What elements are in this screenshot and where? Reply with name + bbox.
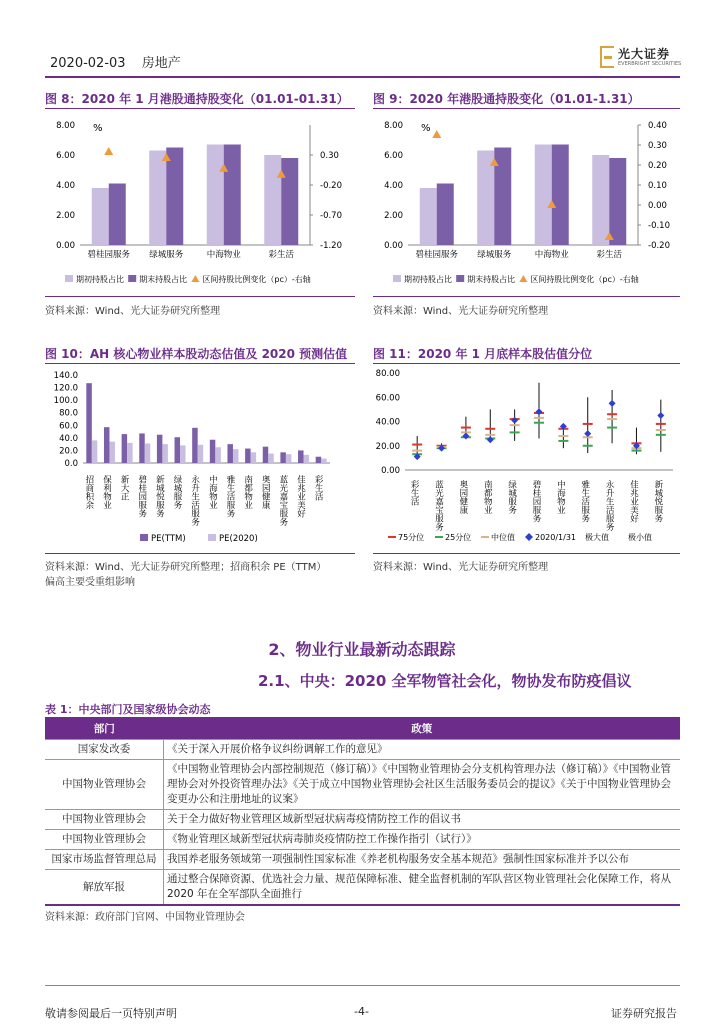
fig9-legend-label: 期初持股占比 [404, 275, 452, 284]
fig11-category-label: 绿城服务 [506, 480, 517, 514]
table-row [45, 760, 680, 810]
fig8-y2tick-label: -1.20 [320, 241, 342, 251]
fig10-bar [304, 455, 310, 463]
fig11-category-label: 南都物业 [482, 480, 493, 514]
table-header-row [45, 717, 680, 740]
fig10-legend-swatch [208, 534, 216, 541]
fig9-bottom-divider [373, 296, 680, 297]
fig8-category-label: 碧桂园服务 [87, 250, 131, 260]
fig10-bar [104, 427, 110, 463]
row-policy: 我国养老服务领域第一项强制性国家标准《养老机构服务安全基本规范》强制性国家标准并予以公布 [164, 850, 681, 870]
fig11-category-label: 新城悦服务 [652, 480, 663, 523]
fig8-legend-label: 期初持股占比 [76, 275, 124, 284]
fig8-category-label: 中海物业 [206, 250, 241, 260]
fig8-y2tick-label: -0.20 [320, 181, 342, 191]
fig10-bar [162, 444, 168, 463]
fig10-category-label: 雅生活服务 [224, 475, 235, 518]
brand-logo [600, 44, 682, 70]
section-heading: 2、物业行业最新动态跟踪 [268, 640, 456, 659]
fig10-category-label: 永升生活服务 [189, 475, 200, 526]
fig11-current-marker [487, 436, 494, 443]
fig8-bar [281, 158, 298, 245]
fig11-ytick-label: 60.00 [375, 393, 400, 404]
fig8-title-divider [45, 108, 355, 109]
fig11-legend-label: 2020/1/31 [535, 533, 577, 542]
fig10-bar [321, 459, 327, 463]
fig10-category-label: 中海物业 [207, 475, 218, 509]
fig9-title-divider [373, 108, 680, 109]
fig8-bar [109, 184, 126, 246]
fig10-category-label: 奥园健康 [260, 475, 271, 509]
fig10-bar [280, 452, 286, 463]
fig11-legend-label: 极小值 [628, 533, 652, 542]
fig8-title: 图 8：2020 年 1 月港股通持股变化（01.01-01.31） [45, 92, 349, 106]
fig9-legend-label: 期末持股占比 [467, 275, 516, 284]
fig10-bar [233, 449, 239, 463]
fig10-bar [215, 447, 221, 463]
table-row [45, 810, 680, 830]
fig10-bar [268, 454, 274, 463]
fig10-bar [192, 428, 198, 463]
section-subheading: 2.1、中央：2020 全军物管社会化，物协发布防疫倡议 [258, 672, 632, 690]
fig11-current-marker [462, 433, 469, 440]
fig10-ytick-label: 0.0 [64, 459, 78, 469]
fig9-bar [535, 145, 552, 246]
fig9-bar [609, 158, 626, 245]
row-dept: 国家市场监督管理总局 [45, 850, 164, 870]
fig9-chart [373, 110, 683, 290]
fig8-legend-swatch [128, 275, 136, 282]
fig10-bar [316, 457, 322, 463]
fig8-y2tick-label: 0.30 [320, 151, 339, 161]
fig10-legend-label: PE(TTM) [151, 534, 186, 544]
fig11-category-label: 碧桂园服务 [531, 480, 541, 523]
fig9-ytick-label: 6.00 [384, 151, 403, 161]
fig9-y2tick-label: 0.30 [648, 141, 667, 151]
policy-table [45, 717, 680, 906]
fig9-ytick-label: 0.00 [384, 241, 403, 251]
footer-disclaimer: 敬请参阅最后一页特别声明 [45, 1007, 177, 1020]
fig8-ytick-label: 6.00 [56, 151, 75, 161]
logo-mark-icon [600, 46, 614, 68]
fig11-chart [373, 365, 683, 550]
footer-report-type: 证券研究报告 [611, 1007, 677, 1020]
fig11-title-divider [373, 363, 680, 364]
fig10-category-label: 南都物业 [242, 475, 253, 509]
table-title: 表 1：中央部门及国家级协会动态 [45, 703, 211, 716]
fig11-ytick-label: 40.00 [375, 417, 400, 428]
fig10-chart [45, 365, 357, 550]
fig10-ytick-label: 20.0 [59, 446, 78, 457]
row-policy: 《物业管理区域新型冠状病毒肺炎疫情防控工作操作指引（试行）》 [164, 830, 681, 850]
row-policy: 通过整合保障资源、优选社会力量、规范保障标准、健全监督机制的军队营区物业管理社会化保障工作，将从 2020 年在全军部队全面推行 [164, 870, 681, 906]
fig8-bar [166, 148, 183, 246]
fig10-bar [175, 437, 181, 463]
fig8-category-label: 绿城服务 [149, 250, 184, 260]
fig8-y2tick-label: -0.70 [320, 211, 342, 221]
fig9-bar [437, 184, 454, 246]
fig10-bar [251, 452, 257, 463]
fig10-bar [263, 447, 269, 463]
fig9-ytick-label: 2.00 [384, 211, 403, 221]
fig10-legend-label: PE(2020) [219, 534, 258, 544]
fig8-legend-label: 区间持股比例变化（pc）-右轴 [202, 275, 311, 284]
fig10-bar [122, 434, 128, 463]
fig9-y2tick-label: 0.40 [648, 121, 667, 131]
fig10-bar [86, 383, 92, 463]
fig8-ytick-label: 8.00 [56, 121, 75, 131]
row-policy: 关于全力做好物业管理区域新型冠状病毒疫情防控工作的倡议书 [164, 810, 681, 830]
fig10-source-line2: 偏高主要受重组影响 [45, 577, 135, 588]
fig9-legend-label: 区间持股比例变化（pc）-右轴 [530, 275, 639, 284]
fig10-bar [127, 443, 133, 463]
fig9-bar [552, 145, 569, 246]
fig8-unit-label: % [93, 123, 103, 134]
footer-divider [45, 985, 680, 986]
row-dept: 中国物业管理协会 [45, 760, 164, 810]
fig11-current-marker [609, 400, 616, 407]
fig8-bar [224, 145, 241, 246]
fig10-source-line1: 资料来源：Wind、光大证券研究所整理；招商积余 PE（TTM） [45, 562, 327, 573]
fig9-y2tick-label: -0.10 [648, 221, 670, 231]
table-row [45, 740, 680, 760]
fig9-legend-swatch [519, 275, 527, 282]
fig11-source: 资料来源：Wind、光大证券研究所整理 [373, 562, 549, 573]
header-dept: 部门 [45, 717, 164, 740]
table-row [45, 850, 680, 870]
fig10-bar [157, 435, 163, 463]
report-date: 2020-02-03 [50, 56, 126, 71]
fig9-y2tick-label: 0.00 [648, 201, 667, 211]
fig8-ytick-label: 0.00 [56, 241, 75, 251]
fig10-category-label: 彩生活 [313, 475, 324, 501]
fig9-legend-swatch [393, 275, 401, 282]
fig10-bar [227, 444, 233, 463]
report-sector: 房地产 [141, 56, 181, 71]
row-dept: 中国物业管理协会 [45, 830, 164, 850]
header-divider [45, 76, 680, 78]
fig10-bar [92, 440, 98, 463]
table-row [45, 830, 680, 850]
fig10-title: 图 10：AH 核心物业样本股动态估值及 2020 预测估值 [45, 347, 348, 361]
fig10-category-label: 碧桂园服务 [136, 475, 147, 518]
fig10-ytick-label: 140.0 [53, 371, 78, 381]
fig8-legend-swatch [65, 275, 73, 282]
fig9-change-marker [432, 130, 441, 138]
fig10-category-label: 绿城服务 [172, 475, 183, 509]
fig10-ytick-label: 80.0 [59, 408, 78, 419]
fig9-source: 资料来源：Wind、光大证券研究所整理 [373, 306, 549, 317]
fig10-bar [210, 440, 216, 463]
fig8-ytick-label: 4.00 [56, 181, 75, 191]
fig10-bar [139, 433, 145, 463]
fig9-ytick-label: 4.00 [384, 181, 403, 191]
fig9-category-label: 碧桂园服务 [415, 250, 459, 260]
fig9-ytick-label: 8.00 [384, 121, 403, 131]
logo-name: 光大证券 [618, 47, 671, 61]
fig10-ytick-label: 60.0 [59, 421, 78, 432]
fig9-bar [420, 188, 437, 245]
table-row [45, 870, 680, 906]
fig8-bar [264, 155, 281, 245]
fig8-category-label: 彩生活 [268, 250, 295, 260]
fig11-ytick-label: 80.00 [375, 369, 400, 379]
row-dept: 中国物业管理协会 [45, 810, 164, 830]
row-dept: 解放军报 [45, 870, 164, 906]
fig8-change-marker [104, 147, 113, 155]
fig8-ytick-label: 2.00 [56, 211, 75, 221]
fig11-category-label: 永升生活服务 [604, 480, 615, 531]
fig11-ytick-label: 0.00 [381, 466, 400, 476]
fig10-category-label: 佳兆业美好 [295, 475, 306, 518]
fig11-category-label: 佳兆业美好 [628, 480, 639, 523]
fig10-ytick-label: 120.0 [53, 383, 78, 394]
fig10-bar [109, 442, 115, 463]
fig10-ytick-label: 40.0 [59, 433, 78, 444]
fig10-bar [245, 449, 251, 463]
fig11-legend-label: 75分位 [398, 533, 425, 542]
fig9-legend-swatch [456, 275, 464, 282]
fig11-current-marker [511, 417, 518, 424]
row-policy: 《中国物业管理协会内部控制规范（修订稿）》《中国物业管理协会分支机构管理办法（修订稿）》《中国物业管理协会对外投资管理办法》《关于成立中国物业管理协会社区生活服务委员会的提议》《关于中国物业管理协会变更办公和注册地址的议案》 [164, 760, 681, 810]
fig10-category-label: 招商积余 [83, 475, 94, 509]
fig11-ytick-label: 20.00 [375, 441, 400, 452]
fig11-category-label: 奥园健康 [457, 480, 468, 514]
fig11-current-marker [536, 408, 543, 415]
fig10-bottom-divider [45, 553, 355, 554]
header-policy: 政策 [164, 717, 681, 740]
page-header [50, 52, 193, 71]
fig11-category-label: 蓝光嘉宝服务 [433, 480, 444, 531]
row-policy: 《关于深入开展价格争议纠纷调解工作的意见》 [164, 740, 681, 760]
fig10-ytick-label: 100.0 [53, 396, 78, 407]
fig8-bar [207, 145, 224, 246]
page-number: -4- [354, 1005, 369, 1018]
fig8-bar [92, 188, 109, 245]
fig11-legend-label: 中位值 [491, 533, 515, 542]
fig11-legend-swatch [525, 533, 533, 541]
fig10-category-label: 新城悦服务 [154, 475, 165, 518]
fig8-bar [149, 151, 166, 246]
fig8-source: 资料来源：Wind、光大证券研究所整理 [45, 306, 221, 317]
fig8-legend-swatch [191, 275, 199, 282]
fig10-category-label: 保利物业 [101, 475, 112, 509]
fig9-y2tick-label: -0.20 [648, 241, 670, 251]
fig10-bar [145, 444, 151, 463]
fig9-y2tick-label: 0.20 [648, 161, 667, 171]
fig10-category-label: 新大正 [119, 475, 130, 501]
row-dept: 国家发改委 [45, 740, 164, 760]
fig11-bottom-divider [373, 553, 680, 554]
fig11-current-marker [657, 412, 664, 419]
fig10-legend-swatch [140, 534, 148, 541]
fig10-bar [198, 445, 204, 463]
fig9-bar [592, 155, 609, 245]
fig9-category-label: 中海物业 [534, 250, 569, 260]
fig8-legend-label: 期末持股占比 [139, 275, 188, 284]
fig11-category-label: 彩生活 [409, 480, 420, 506]
fig9-category-label: 绿城服务 [477, 250, 512, 260]
fig9-unit-label: % [421, 123, 431, 134]
fig9-y2tick-label: 0.10 [648, 181, 667, 191]
fig10-bar [298, 450, 304, 463]
fig10-title-divider [45, 363, 355, 364]
fig11-title: 图 11：2020 年 1 月底样本股估值分位 [373, 347, 593, 361]
fig11-current-marker [584, 430, 591, 437]
fig11-category-label: 雅生活服务 [579, 480, 590, 523]
fig11-category-label: 中海物业 [555, 480, 566, 514]
fig10-bar [286, 454, 292, 463]
logo-subtitle: EVERBRIGHT SECURITIES [618, 61, 682, 67]
fig10-category-label: 蓝光嘉宝服务 [277, 475, 288, 526]
fig9-category-label: 彩生活 [596, 250, 623, 260]
fig11-legend-label: 25分位 [445, 533, 472, 542]
fig10-bar [180, 445, 186, 463]
table-source: 资料来源：政府部门官网、中国物业管理协会 [45, 912, 245, 923]
fig8-bottom-divider [45, 296, 355, 297]
fig9-bar [494, 148, 511, 246]
fig11-legend-label: 极大值 [585, 533, 609, 542]
fig8-chart [45, 110, 357, 290]
fig9-title: 图 9：2020 年港股通持股变化（01.01-1.31） [373, 92, 640, 106]
